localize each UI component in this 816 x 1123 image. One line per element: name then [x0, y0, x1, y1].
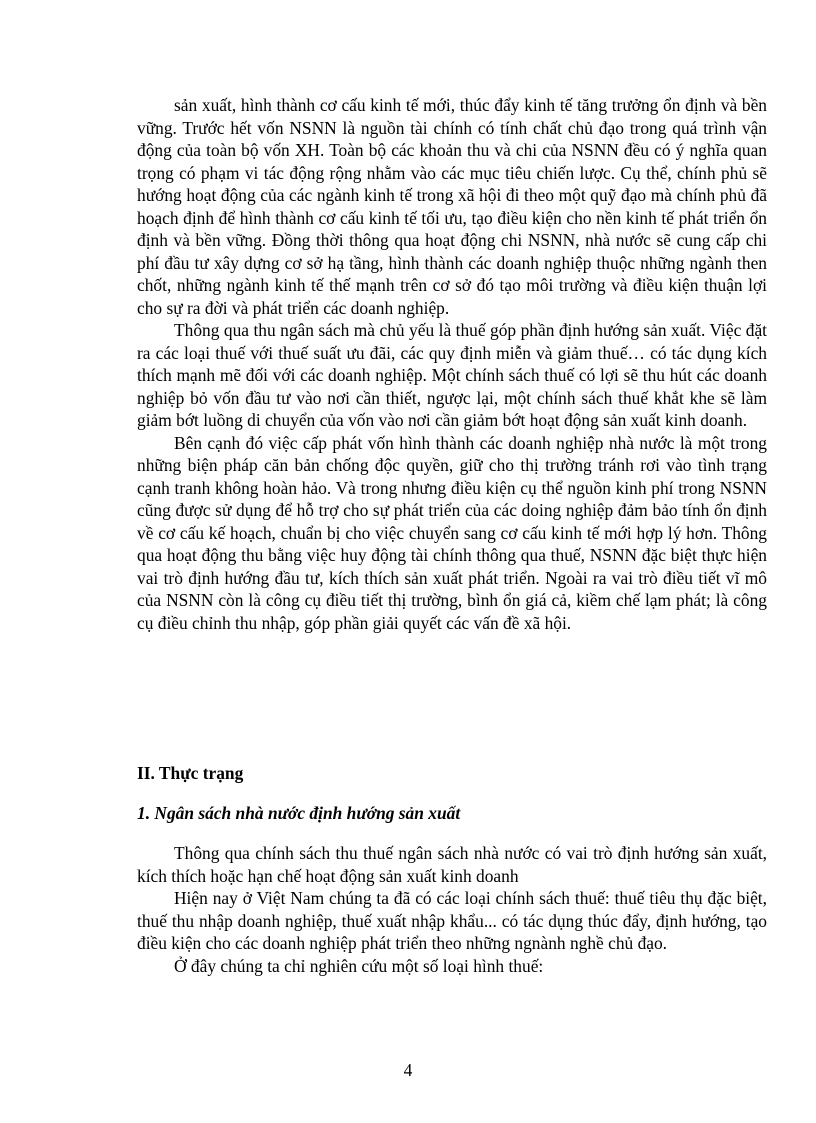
body-text-top — [137, 94, 767, 634]
section-title: II. Thực trạng — [137, 763, 244, 783]
paragraph-3: Bên cạnh đó việc cấp phát vốn hình thành các doanh nghiệp nhà nước là một trong những biện pháp căn bản chống độc quyền, giữ cho thị trường tránh rơi vào tình trạng cạnh tranh không hoàn hảo. Và trong nhưng điều kiện cụ thể nguồn kinh phí trong NSNN cũng được sử dụng để hỗ trợ cho sự phát triển của các doing nghiệp đảm bảo tính ổn định về cơ cấu kế hoạch, chuẩn bị cho việc chuyển sang cơ cấu kinh tế mới hợp lý hơn. Thông qua hoạt động thu bằng việc huy động tài chính thông qua thuế, NSNN đặc biệt thực hiện vai trò định hướng đầu tư, kích thích sản xuất phát triển. Ngoài ra vai trò điều tiết vĩ mô của NSNN còn là công cụ điều tiết thị trường, bình ổn giá cả, kiềm chế lạm phát; là công cụ điều chỉnh thu nhập, góp phần giải quyết các vấn đề xã hội. — [137, 432, 767, 633]
paragraph-6: Ở đây chúng ta chỉ nghiên cứu một số loại hình thuế: — [174, 955, 544, 976]
body-text-bottom — [137, 842, 767, 977]
subsection-title: 1. Ngân sách nhà nước định hướng sản xuất — [137, 803, 461, 823]
paragraph-5: Hiện nay ở Việt Nam chúng ta đã có các loại chính sách thuế: thuế tiêu thụ đặc biệt, thuế thu nhập doanh nghiệp, thuế xuất nhập khẩu... có tác dụng thúc đẩy, định hướng, tạo điều kiện cho các doanh nghiệp phát triển theo những ngnành nghề chủ đạo. — [137, 888, 767, 953]
paragraph-1: sản xuất, hình thành cơ cấu kinh tế mới, thúc đẩy kinh tế tăng trưởng ổn định và bền vững. Trước hết vốn NSNN là nguồn tài chính có tính chất chủ đạo trong quá trình vận động của toàn bộ vốn XH. Toàn bộ các khoản thu và chi của NSNN đều có ý nghĩa quan trọng có phạm vi tác động rộng nhằm vào các mục tiêu chiến lược. Cụ thể, chính phủ sẽ hướng hoạt động của các ngành kinh tế trong xã hội đi theo một quỹ đạo mà chính phủ đã hoạch định để hình thành cơ cấu kinh tế tối ưu, tạo điều kiện cho nền kinh tế phát triển ổn định và bền vững. Đồng thời thông qua hoạt động chi NSNN, nhà nước sẽ cung cấp chi phí đầu tư xây dựng cơ sở hạ tầng, hình thành các doanh nghiệp thuộc những ngành then chốt, những ngành kinh tế thế mạnh trên cơ sở đó tạo môi trường và điều kiện thuận lợi cho sự ra đời và phát triển các doanh nghiệp. — [137, 95, 767, 318]
paragraph-2: Thông qua thu ngân sách mà chủ yếu là thuế góp phần định hướng sản xuất. Việc đặt ra các loại thuế với thuế suất ưu đãi, các quy định miễn và giảm thuế… có tác dụng kích thích mạnh mẽ đối với các doanh nghiệp. Một chính sách thuế có lợi sẽ thu hút các doanh nghiệp bỏ vốn đầu tư vào nơi cần thiết, ngược lại, một chính sách thuế khắt khe sẽ làm giảm bớt luồng di chuyển của vốn vào nơi cần giảm bớt hoạt động sản xuất kinh doanh. — [137, 320, 767, 430]
page-number: 4 — [403, 1060, 413, 1080]
section-heading — [137, 762, 767, 785]
subsection-heading — [137, 802, 767, 825]
paragraph-4: Thông qua chính sách thu thuế ngân sách nhà nước có vai trò định hướng sản xuất, kích thích hoặc hạn chế hoạt động sản xuất kinh doanh — [137, 843, 767, 886]
